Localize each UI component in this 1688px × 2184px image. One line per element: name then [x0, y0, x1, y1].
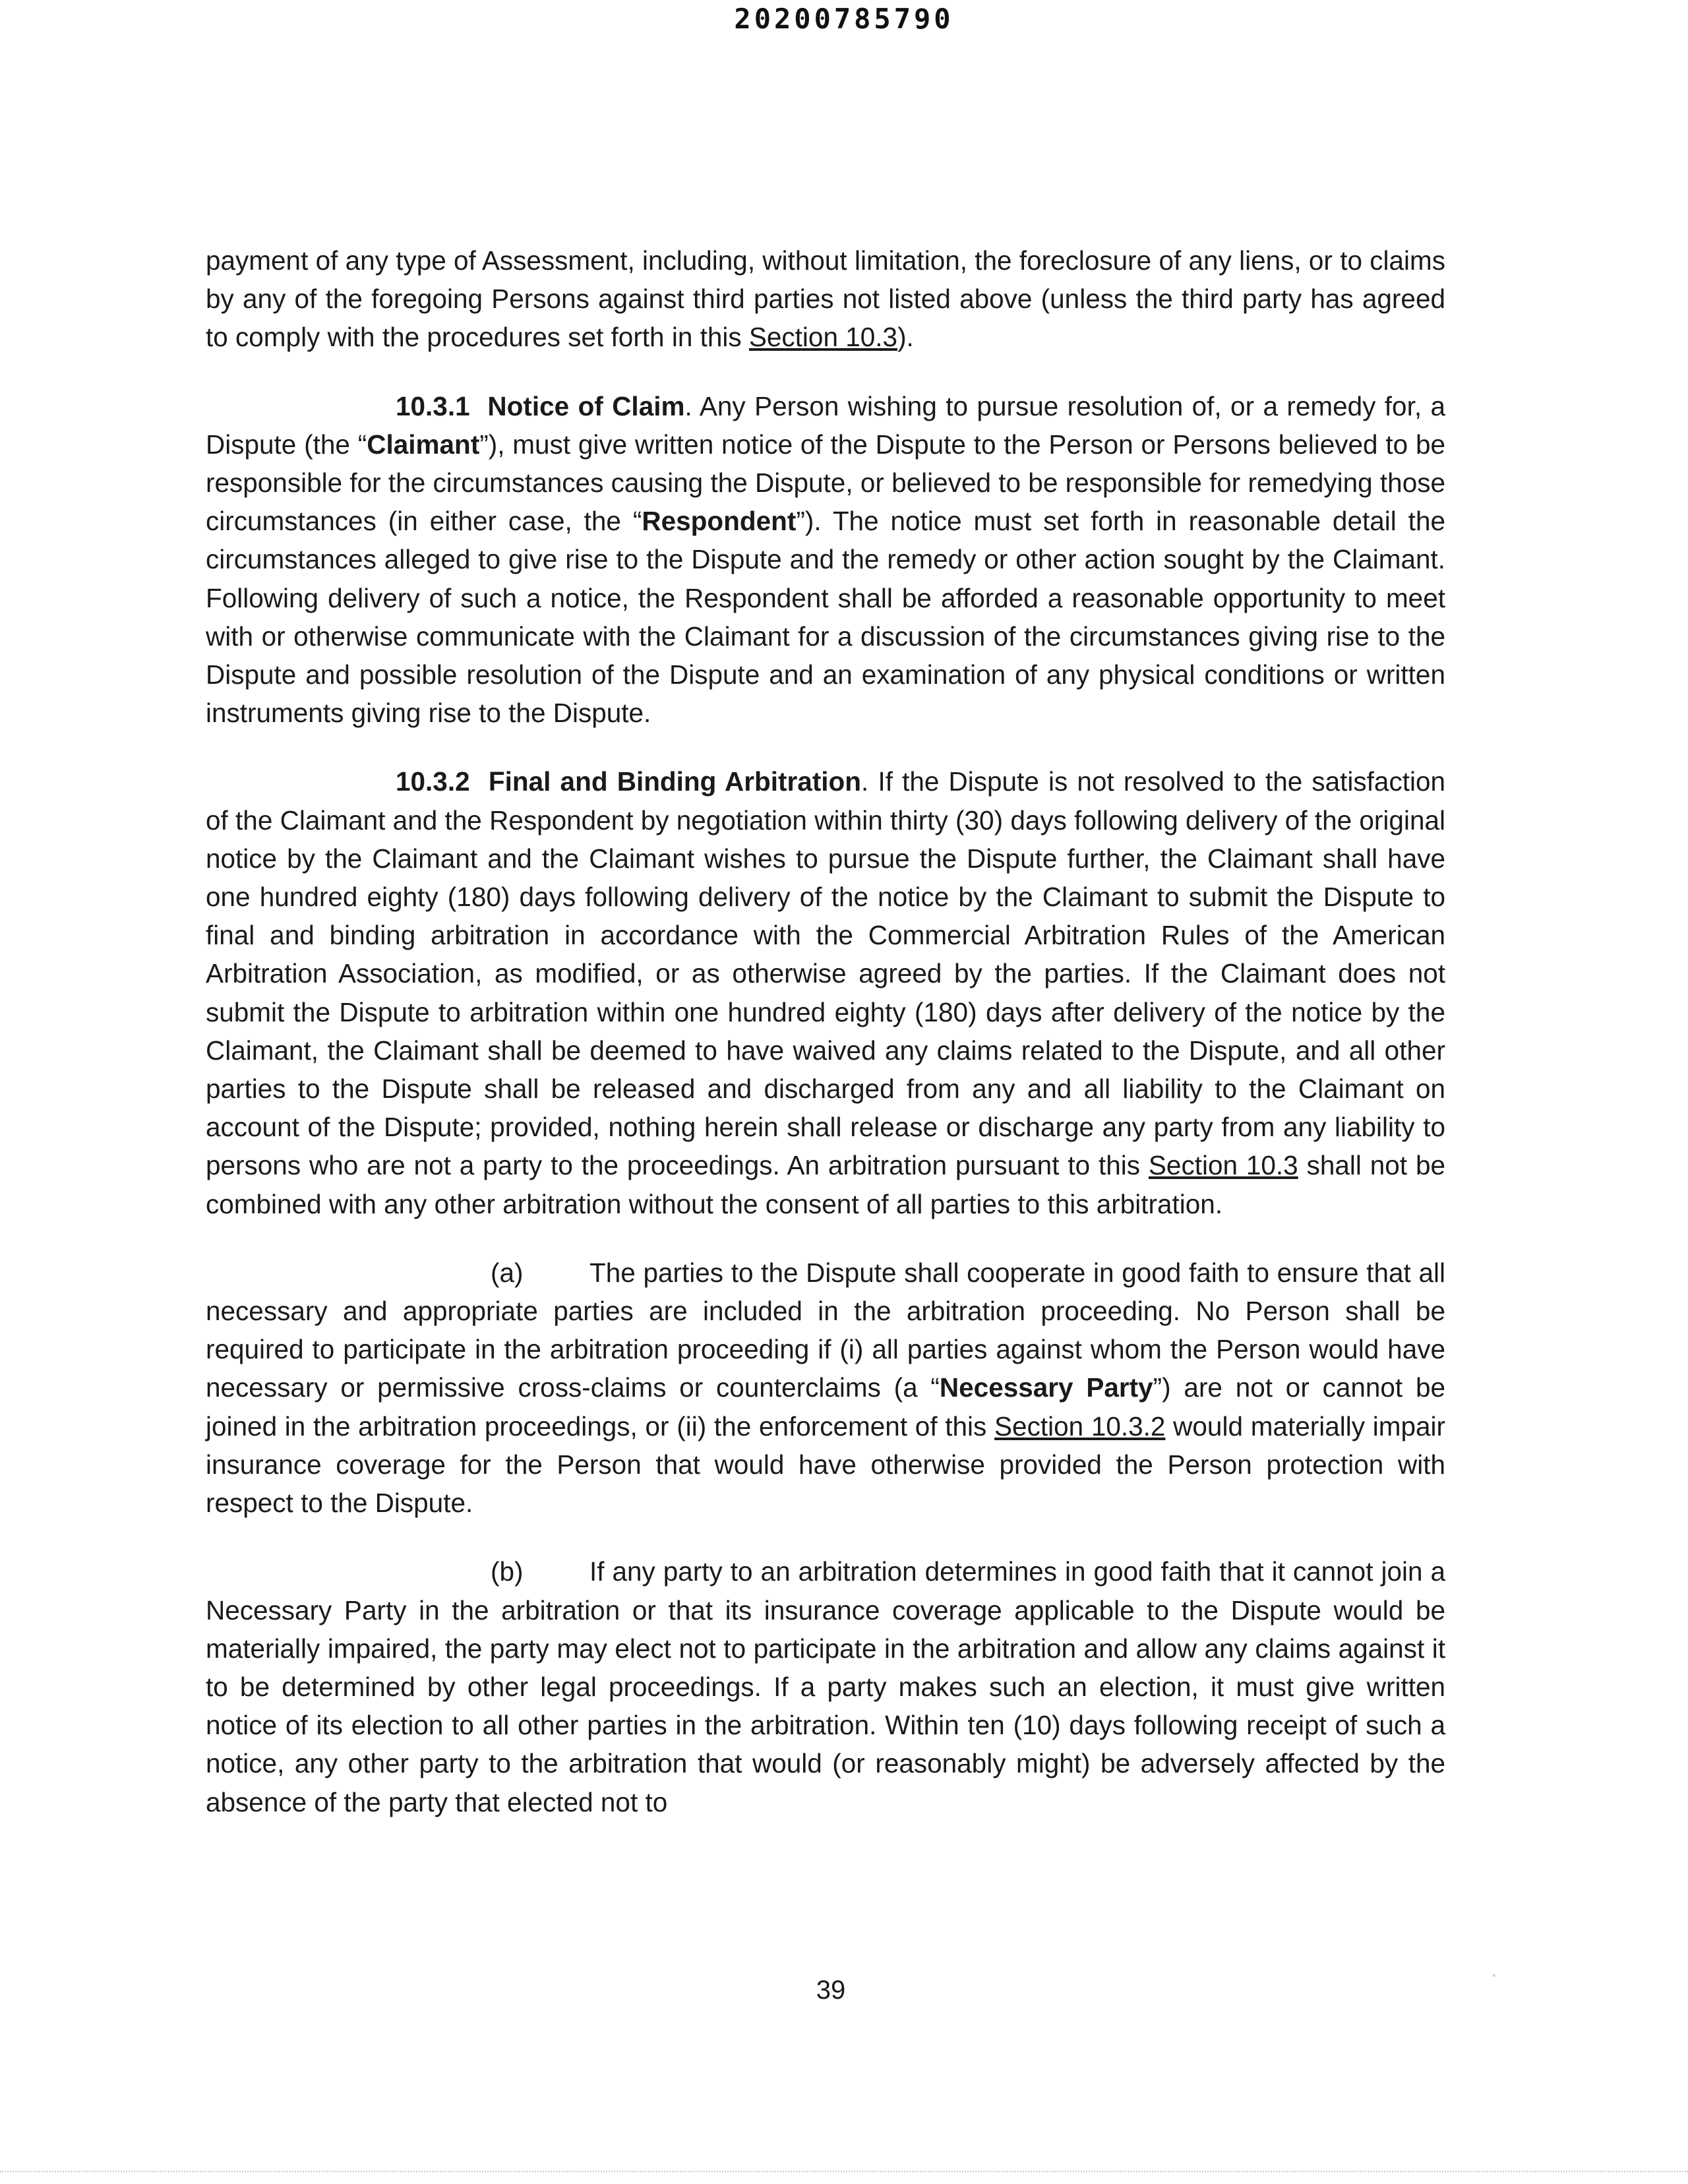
- subparagraph-label: (a): [491, 1257, 524, 1288]
- paragraph-text: . If the Dispute is not resolved to the satisfaction of the Claimant and the Respondent by negotiation within thirty (30) days following delivery of the original notice by the Claimant and the Claimant wishes to pursue the Dispute further, the Claimant shall have one hundred eighty (180) days following delivery of the notice by the Claimant to submit the Dispute to final and binding arbitration in accordance with the Commercial Arbitration Rules of the American Arbitration Association, as modified, or as otherwise agreed by the parties. If the Claimant does not submit the Dispute to arbitration within one hundred eighty (180) days after delivery of the notice by the Claimant, the Claimant shall be deemed to have waived any claims related to the Dispute, and all other parties to the Dispute shall be released and discharged from any and all liability to the Claimant on account of the Dispute; provided, nothing herein shall release or discharge any party from any liability to persons who are not a party to the proceedings. An arbitration pursuant to this: [206, 766, 1446, 1181]
- section-reference: Section 10.3.2: [994, 1410, 1166, 1441]
- paragraph-text: ”). The notice must set forth in reasonable detail the circumstances alleged to give rise to the Dispute and the remedy or other action sought by the Claimant. Following delivery of such a notice, the Respondent shall be afforded a reasonable opportunity to meet with or otherwise communicate with the Claimant for a discussion of the circumstances giving rise to the Dispute and possible resolution of the Dispute and an examination of any physical conditions or written instruments giving rise to the Dispute.: [206, 506, 1445, 729]
- defined-term: Respondent: [642, 506, 797, 537]
- subparagraph-b: [206, 1552, 1445, 1821]
- paragraph-text: ”), must give written notice of the Dispute to the Person or Persons believed to be responsible for the circumstances causing the Dispute, or believed to be responsible for remedying those circumstances (in either case, the “: [206, 429, 1445, 537]
- subparagraph-a: [206, 1254, 1445, 1522]
- document-number: 20200785790: [734, 3, 954, 35]
- page-body: [206, 241, 1445, 1852]
- paragraph-text: The parties to the Dispute shall cooperate in good faith to ensure that all necessary and appropriate parties are included in the arbitration proceeding. No Person shall be required to participate in the arbitration proceeding if (i) all parties against whom the Person would have necessary or permissive cross-claims or counterclaims (a “: [206, 1257, 1445, 1403]
- scan-artifact: [1493, 1974, 1495, 1977]
- paragraph-continuation: [206, 241, 1445, 357]
- defined-term: Necessary Party: [939, 1372, 1153, 1403]
- paragraph-text: If any party to an arbitration determines in good faith that it cannot join a Necessary Party in the arbitration or that its insurance coverage applicable to the Dispute would be materially impaired, the party may elect not to participate in the arbitration and allow any claims against it to be determined by other legal proceedings. If a party makes such an election, it must give written notice of its election to all other parties in the arbitration. Within ten (10) days following receipt of such a notice, any other party to the arbitration that would (or reasonably might) be adversely affected by the absence of the party that elected not to: [206, 1556, 1445, 1817]
- section-reference: Section 10.3: [748, 322, 898, 353]
- page-number: 39: [816, 1976, 846, 2005]
- paragraph-notice-of-claim: [206, 387, 1445, 733]
- paragraph-final-binding-arbitration: [206, 762, 1445, 1223]
- section-heading: Final and Binding Arbitration: [488, 766, 862, 797]
- section-heading: Notice of Claim: [487, 390, 685, 421]
- section-number: 10.3.1: [396, 390, 470, 421]
- paragraph-text: shall not be combined with any other arbitration without the consent of all parties to this arbitration.: [206, 1150, 1445, 1219]
- defined-term: Claimant: [367, 429, 480, 460]
- section-reference: Section 10.3: [1148, 1150, 1298, 1181]
- paragraph-text: ”) are not or cannot be joined in the arbitration proceedings, or (ii) the enforcement of this: [206, 1372, 1445, 1441]
- scan-edge-line: [0, 2171, 1688, 2172]
- paragraph-text: . Any Person wishing to pursue resolution of, or a remedy for, a Dispute (the “: [206, 390, 1445, 460]
- paragraph-text: ).: [897, 322, 914, 353]
- paragraph-text: would materially impair insurance coverage for the Person that would have otherwise provided the Person protection with respect to the Dispute.: [206, 1410, 1445, 1519]
- paragraph-text: payment of any type of Assessment, including, without limitation, the foreclosure of any liens, or to claims by any of the foregoing Persons against third parties not listed above (unless the third party has agreed to comply with the procedures set forth in this: [206, 245, 1445, 353]
- subparagraph-label: (b): [491, 1556, 524, 1587]
- section-number: 10.3.2: [396, 766, 470, 797]
